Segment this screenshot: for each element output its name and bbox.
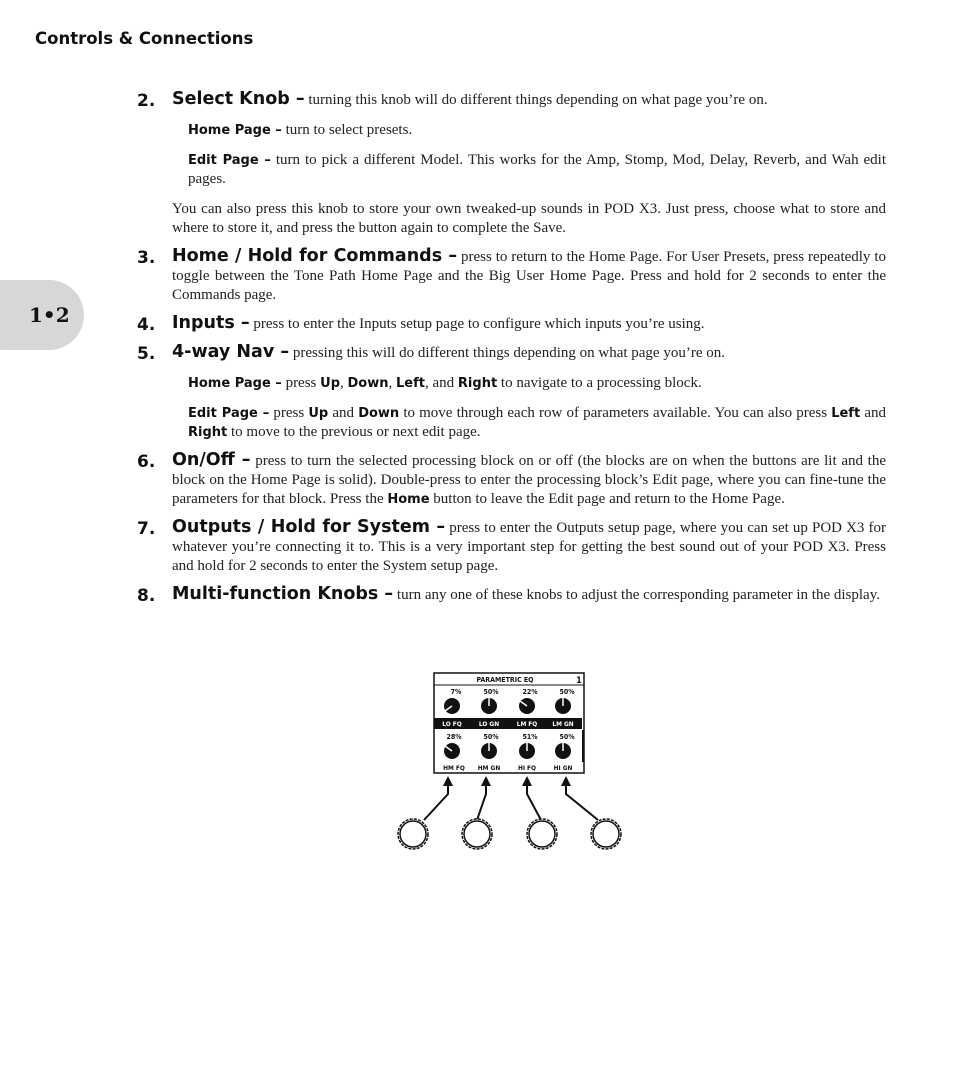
subitem-term: Edit Page –	[188, 153, 271, 168]
arrowheads	[443, 776, 571, 786]
physical-knob-inner	[529, 821, 555, 847]
keyword-down: Down	[358, 406, 400, 421]
item-text: pressing this will do different things depending on what page you’re on.	[289, 345, 725, 361]
param-label: HI FQ	[517, 764, 537, 772]
physical-knob-inner	[400, 821, 426, 847]
subitem-text: to move to the previous or next edit page.	[227, 424, 481, 440]
keyword-right: Right	[188, 425, 228, 440]
param-value: 50%	[483, 688, 499, 696]
separator: ,	[340, 375, 348, 391]
item-text: press to enter the Outputs setup page, where you can set up POD X3 for whatever you’re connecting it to. This is a very important step for getting the best sound out of your POD X3. Press and hold for 2 seconds to enter the System setup page.	[172, 520, 886, 574]
keyword-left: Left	[396, 376, 425, 391]
item-text: press to turn the selected processing block on or off (the blocks are on when the buttons are lit and the block on the Home Page is solid). Double-press to enter the processing block’s Edit page, where you can fine-tune the parameters for that block. Press the	[172, 453, 886, 507]
subitem-text: turn to select presets.	[281, 122, 413, 138]
item-text: turn any one of these knobs to adjust the corresponding parameter in the display.	[393, 587, 880, 603]
item-text: press to return to the Home Page. For User Presets, press repeatedly to toggle between the Tone Path Home Page and the Big User Home Page. Press and hold for 2 seconds to enter the Commands page.	[172, 249, 887, 303]
item-on-off	[137, 451, 886, 509]
item-text: press to enter the Inputs setup page to configure which inputs you’re using.	[249, 316, 705, 332]
item-number: 2.	[137, 91, 156, 111]
item-outputs	[137, 518, 886, 576]
subitem-term: Edit Page –	[188, 406, 270, 421]
param-value: 50%	[559, 688, 575, 696]
item-number: 8.	[137, 586, 156, 606]
item-term: Select Knob –	[172, 89, 305, 109]
item-number: 6.	[137, 452, 156, 472]
param-value: 51%	[522, 733, 538, 741]
section-header: Controls & Connections	[35, 29, 254, 48]
subitem-home-page	[188, 374, 886, 393]
item-text: button to leave the Edit page and return to the Home Page.	[429, 491, 785, 507]
keyword-up: Up	[320, 376, 341, 391]
subitem-text: press	[281, 375, 321, 391]
param-label: HM GN	[477, 764, 501, 772]
keyword-up: Up	[308, 406, 329, 421]
param-label: LO GN	[478, 720, 500, 728]
physical-knob-inner	[464, 821, 490, 847]
param-value: 50%	[559, 733, 575, 741]
item-term: Outputs / Hold for System –	[172, 517, 446, 537]
subitem-text: turn to pick a different Model. This works for the Amp, Stomp, Mod, Delay, Reverb, and Wah edit pages.	[188, 152, 887, 187]
separator: ,	[388, 375, 397, 391]
subitem-edit-page	[188, 151, 886, 189]
separator: and	[860, 405, 886, 421]
param-label: LO FQ	[442, 720, 462, 728]
arrowhead	[561, 776, 571, 786]
subitem-text: press	[269, 405, 309, 421]
item-number: 3.	[137, 248, 156, 268]
item-term: Inputs –	[172, 313, 250, 333]
item-number: 7.	[137, 519, 156, 539]
subitem-text: to move through each row of parameters available. You can also press	[399, 405, 832, 421]
subitem-edit-page	[188, 404, 886, 442]
physical-knobs	[398, 819, 621, 849]
subitem-text: to navigate to a processing block.	[497, 375, 702, 391]
page-number: 1•2	[29, 303, 70, 327]
param-label: LM FQ	[516, 720, 538, 728]
arrowhead	[443, 776, 453, 786]
parametric-eq-diagram	[390, 670, 630, 860]
separator: , and	[425, 375, 458, 391]
param-value: 50%	[483, 733, 499, 741]
arrowhead	[522, 776, 532, 786]
item-select-knob	[137, 90, 886, 238]
subitem-term: Home Page –	[188, 123, 282, 138]
param-label: HM FQ	[443, 764, 465, 772]
physical-knob-inner	[593, 821, 619, 847]
param-label: LM GN	[552, 720, 574, 728]
arrowhead	[481, 776, 491, 786]
item-multifunction-knobs	[137, 585, 886, 605]
content	[137, 90, 886, 614]
item-term: Multi-function Knobs –	[172, 584, 394, 604]
separator: and	[328, 405, 359, 421]
item-inputs	[137, 314, 886, 334]
display-title: PARAMETRIC EQ	[476, 676, 534, 684]
keyword-down: Down	[347, 376, 389, 391]
item-number: 5.	[137, 344, 156, 364]
subitem-home-page	[188, 121, 886, 140]
item-term: 4-way Nav –	[172, 342, 290, 362]
param-value: 22%	[522, 688, 538, 696]
item-4way-nav	[137, 343, 886, 442]
display-page: 1	[576, 676, 582, 686]
param-label: HI GN	[553, 764, 573, 772]
item-paragraph: You can also press this knob to store your own tweaked-up sounds in POD X3. Just press, choose what to store and where to store it, and press the button again to complete the Save.	[172, 201, 886, 236]
keyword-right: Right	[457, 376, 498, 391]
item-text: turning this knob will do different things depending on what page you’re on.	[304, 92, 768, 108]
item-number: 4.	[137, 315, 156, 335]
item-term: Home / Hold for Commands –	[172, 246, 458, 266]
item-term: On/Off –	[172, 450, 251, 470]
param-value: 7%	[450, 688, 462, 696]
keyword-left: Left	[831, 406, 861, 421]
item-home-hold	[137, 247, 886, 305]
keyword-home: Home	[387, 492, 430, 507]
subitem-term: Home Page –	[188, 376, 282, 391]
param-value: 28%	[446, 733, 462, 741]
